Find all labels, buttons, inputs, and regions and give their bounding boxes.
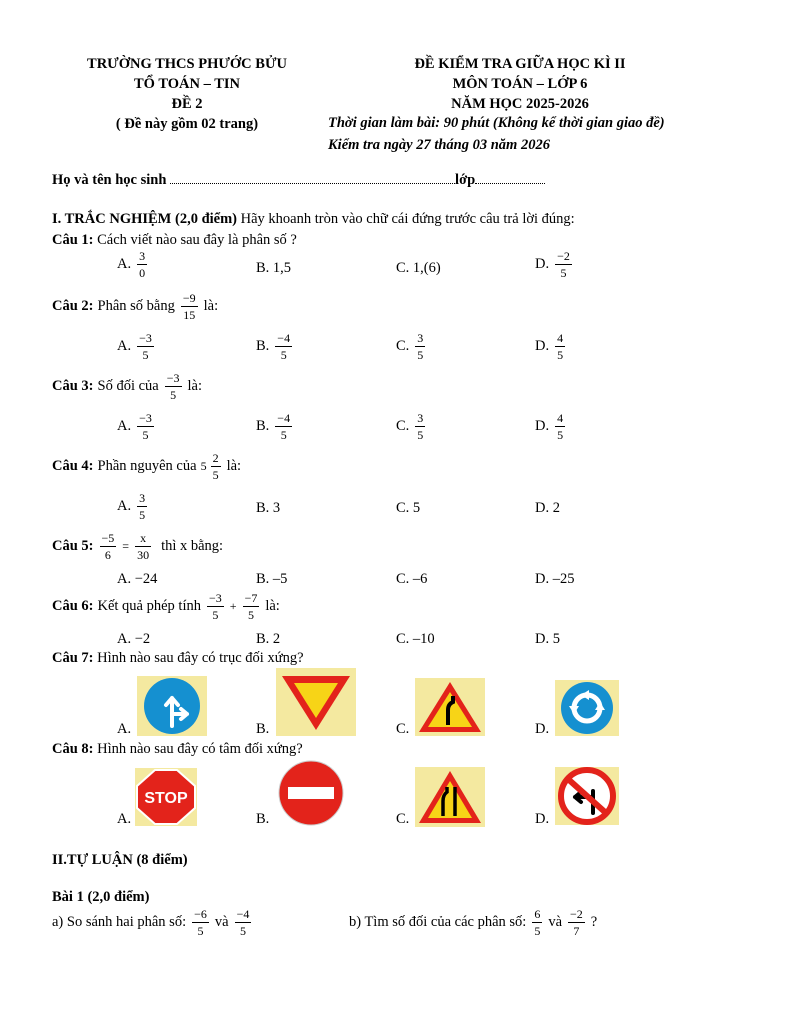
part1-title: I. TRẮC NGHIỆM (2,0 điểm) [52, 211, 238, 227]
q1-a-letter: A. [117, 256, 132, 272]
page-count: ( Đề này gồm 02 trang) [115, 116, 259, 132]
exam-code: ĐỀ 2 [171, 96, 203, 112]
q1-label: Câu 1: [52, 232, 94, 248]
road-sign-no-left-turn-icon[interactable] [555, 767, 619, 825]
q1-option-d[interactable]: D. $\frac{-2}{5}$ [535, 249, 570, 280]
question-7: Câu 7: Hình nào sau đây có trục đối xứng? [52, 650, 304, 666]
q7-option-c[interactable]: C. [396, 721, 410, 737]
q1-d-fraction: $\frac{-2}{5}$ [557, 249, 570, 280]
q6-option-d[interactable]: D. 5 [535, 631, 560, 647]
exam-subject: MÔN TOÁN – LỚP 6 [452, 76, 588, 92]
q6-left-fraction: $\frac{-3}{5}$ [209, 591, 222, 622]
student-name-label: Họ và tên học sinh [52, 172, 167, 188]
q1-option-c[interactable]: C. 1,(6) [396, 260, 441, 276]
part1-instruction: Hãy khoanh tròn vào chữ cái đứng trước câu trả lời đúng: [237, 211, 575, 227]
road-sign-roundabout-icon[interactable] [555, 680, 619, 736]
q3-option-b[interactable]: B. $\frac{-4}{5}$ [256, 411, 291, 442]
bai1-title: Bài 1 (2,0 điểm) [52, 889, 150, 905]
q6-option-c[interactable]: C. –10 [396, 631, 435, 647]
q1-option-a[interactable] [117, 250, 149, 279]
school-year: NĂM HỌC 2025-2026 [451, 96, 589, 112]
q3-option-c[interactable]: C. $\frac{3}{5}$ [396, 411, 424, 442]
question-8: Câu 8: Hình nào sau đây có tâm đối xứng? [52, 741, 303, 757]
stop-sign-text: STOP [144, 790, 188, 807]
q5-option-a[interactable]: A. −24 [117, 571, 158, 587]
q4-whole: 5 [200, 459, 207, 473]
bai1-b-fraction-1: $\frac{6}{5}$ [534, 907, 541, 938]
q8-option-a[interactable]: A. [117, 811, 132, 827]
bai1-a-fraction-1: $\frac{-6}{5}$ [194, 907, 207, 938]
bai1-part-b: b) Tìm số đối của các phân số: $\frac{6}{5}$ và $\frac{-2}{7}$ ? [349, 907, 598, 938]
q1-option-b[interactable]: B. 1,5 [256, 260, 292, 276]
q8-option-c[interactable]: C. [396, 811, 410, 827]
q3-option-a[interactable]: A. $\frac{-3}{5}$ [117, 411, 152, 442]
q7-option-a[interactable]: A. [117, 721, 132, 737]
bai1-part-a: a) So sánh hai phân số: $\frac{-6}{5}$ và $\frac{-4}{5}$ [52, 907, 250, 938]
q4-option-d[interactable]: D. 2 [535, 500, 560, 516]
question-3: Câu 3: Số đối của $\frac{-3}{5}$ là: [52, 371, 202, 402]
student-name-blank[interactable] [170, 173, 455, 184]
exam-title: ĐỀ KIỂM TRA GIỮA HỌC KÌ II [414, 56, 626, 72]
question-4: Câu 4: Phần nguyên của 5 $\frac{2}{5}$ là: [52, 451, 242, 482]
q8-option-b[interactable]: B. [256, 811, 270, 827]
question-5: Câu 5: $\frac{-5}{6}$ = $\frac{x}{30}$ thì x bằng: [52, 531, 224, 562]
q4-fraction: $\frac{2}{5}$ [212, 451, 219, 482]
q1-a-fraction: $\frac{3}{0}$ [139, 249, 146, 280]
q2-option-b[interactable]: B. $\frac{-4}{5}$ [256, 331, 291, 362]
q6-option-b[interactable]: B. 2 [256, 631, 281, 647]
q5-option-b[interactable]: B. –5 [256, 571, 288, 587]
question-2: Câu 2: Phân số bằng $\frac{-9}{15}$ là: [52, 291, 219, 322]
road-sign-no-entry-icon[interactable] [276, 760, 346, 826]
q8-option-d[interactable]: D. [535, 811, 550, 827]
class-blank[interactable] [475, 173, 545, 184]
q5-right-fraction: $\frac{x}{30}$ [137, 531, 150, 562]
student-info-line [52, 172, 545, 189]
q2-option-c[interactable]: C. $\frac{3}{5}$ [396, 331, 424, 362]
school-name: TRƯỜNG THCS PHƯỚC BỬU [87, 56, 287, 72]
q7-option-b[interactable]: B. [256, 721, 270, 737]
bai1-b-fraction-2: $\frac{-2}{7}$ [570, 907, 583, 938]
q4-option-b[interactable]: B. 3 [256, 500, 281, 516]
road-sign-lane-ends-icon[interactable] [415, 767, 485, 827]
part2-title: II.TỰ LUẬN (8 điểm) [52, 852, 188, 868]
department-name: TỔ TOÁN – TIN [134, 76, 240, 92]
q6-right-fraction: $\frac{-7}{5}$ [244, 591, 258, 622]
q3-fraction: $\frac{-3}{5}$ [166, 371, 180, 402]
class-label: lớp [455, 172, 476, 188]
road-sign-road-narrows-icon[interactable] [415, 678, 485, 736]
q2-option-a[interactable]: A. $\frac{-3}{5}$ [117, 331, 152, 362]
q5-left-fraction: $\frac{-5}{6}$ [101, 531, 115, 562]
question-1 [52, 232, 297, 249]
q1-text: Cách viết nào sau đây là phân số ? [93, 232, 297, 248]
q2-option-d[interactable]: D. $\frac{4}{5}$ [535, 331, 564, 362]
bai1-a-fraction-2: $\frac{-4}{5}$ [236, 907, 250, 938]
exam-date: Kiểm tra ngày 27 tháng 03 năm 2026 [328, 137, 550, 153]
road-sign-stop-icon[interactable] [135, 768, 197, 826]
q7-option-d[interactable]: D. [535, 721, 550, 737]
q4-option-c[interactable]: C. 5 [396, 500, 421, 516]
road-sign-yield-icon[interactable] [276, 668, 356, 736]
road-sign-direction-arrows-icon[interactable] [137, 676, 207, 736]
q4-option-a[interactable]: A. $\frac{3}{5}$ [117, 491, 146, 522]
q5-option-c[interactable]: C. –6 [396, 571, 428, 587]
part1-heading [52, 211, 575, 228]
exam-duration: Thời gian làm bài: 90 phút (Không kể thời gian giao đề) [328, 115, 665, 131]
q2-fraction: $\frac{-9}{15}$ [182, 291, 196, 322]
q6-option-a[interactable]: A. −2 [117, 631, 151, 647]
q3-option-d[interactable]: D. $\frac{4}{5}$ [535, 411, 564, 442]
q5-option-d[interactable]: D. –25 [535, 571, 575, 587]
question-6: Câu 6: Kết quả phép tính $\frac{-3}{5}$ + $\frac{-7}{5}$ là: [52, 591, 280, 622]
